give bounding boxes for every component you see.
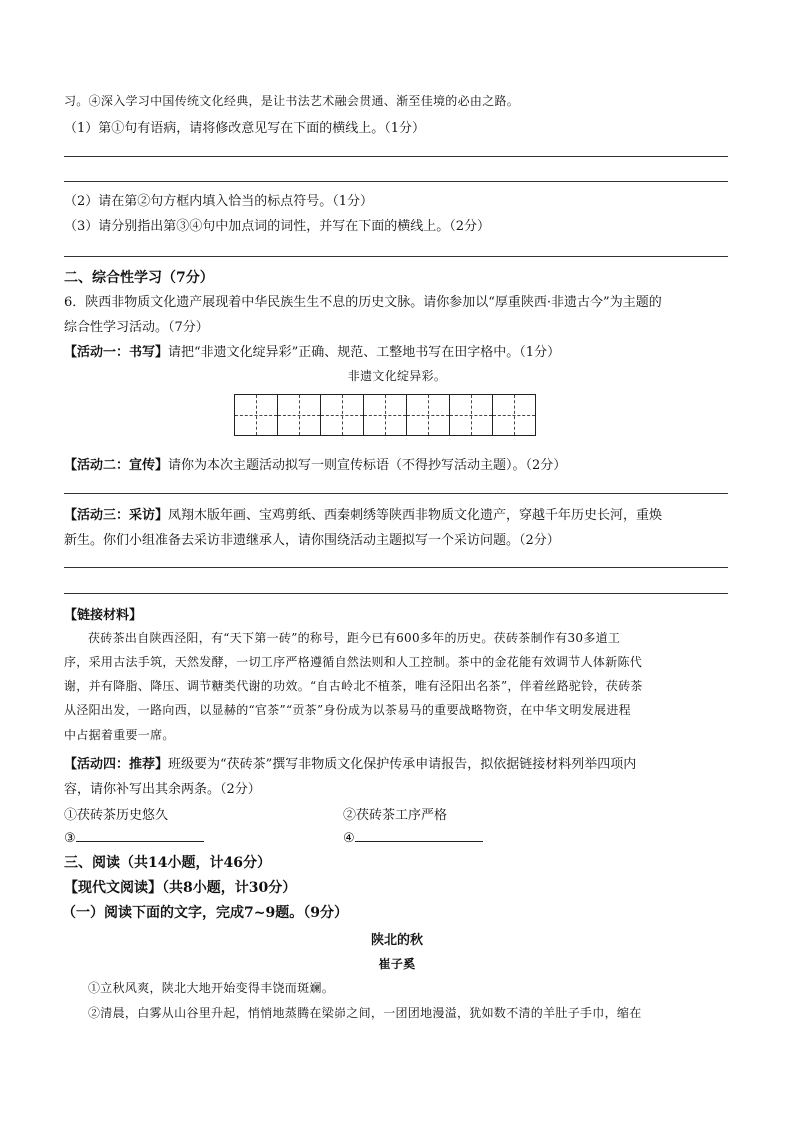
activity-4: [64, 753, 636, 772]
answer-blank[interactable]: [76, 829, 204, 842]
recommend-item-3: [64, 829, 204, 846]
recommend-item-2: ②茯砖茶工序严格: [343, 808, 448, 823]
answer-blank[interactable]: [355, 829, 483, 842]
activity-4-text: 容，请你补写出其余两条。（2分）: [64, 782, 261, 797]
activity-label: 【活动一：书写】: [64, 345, 169, 360]
link-paragraph: 从泾阳出发，一路向西，以显赫的“官茶”“贡茶”身份成为以茶易马的重要战略物资，在中华文明发展进程: [64, 703, 631, 717]
grid-cell[interactable]: [277, 394, 321, 436]
grid-cell[interactable]: [363, 394, 407, 436]
activity-text: 请你为本次主题活动拟写一则宣传标语（不得抄写活动主题）。（2分）: [168, 458, 567, 473]
part-heading: （一）阅读下面的文字，完成7~9题。（9分）: [62, 905, 348, 921]
grid-cell[interactable]: [449, 394, 493, 436]
recommend-item-1: ①茯砖茶历史悠久: [64, 808, 169, 823]
activity-label: 【活动二：宣传】: [64, 458, 169, 473]
link-heading: 【链接材料】: [64, 608, 143, 623]
link-paragraph: 谢，并有降脂、降压、调节糖类代谢的功效。“自古岭北不植茶，唯有泾阳出名茶”，伴着丝路驼铃，茯砖茶: [64, 679, 643, 693]
answer-line[interactable]: [64, 181, 728, 182]
item-number: ④: [343, 831, 355, 846]
question-6-line: 综合性学习活动。（7分）: [64, 320, 209, 335]
activity-1: [64, 341, 560, 360]
answer-line[interactable]: [64, 256, 728, 257]
item-number: ③: [64, 831, 76, 846]
article-paragraph: ①立秋风爽，陕北大地开始变得丰饶而斑斓。: [88, 981, 335, 995]
answer-line[interactable]: [64, 156, 728, 157]
subsection-heading: 【现代文阅读】（共8小题，计30分）: [64, 880, 297, 896]
recommend-item-4: [343, 829, 483, 846]
link-paragraph: 中占据着重要一席。: [64, 728, 175, 742]
activity-2: [64, 454, 566, 473]
activity-text: 请把“非遗文化绽异彩”正确、规范、工整地书写在田字格中。（1分）: [168, 345, 561, 360]
question-5-3: （3）请分别指出第③④句中加点词的词性，并写在下面的横线上。（2分）: [64, 219, 491, 234]
grid-cell[interactable]: [234, 394, 278, 436]
activity-text: 班级要为“茯砖茶”撰写非物质文化保护传承申请报告，拟依据链接材料列举四项内: [168, 757, 637, 772]
section-heading: 二、综合性学习（7分）: [64, 270, 214, 286]
activity-label: 【活动四：推荐】: [64, 757, 169, 772]
grid-cell[interactable]: [492, 394, 536, 436]
activity-3-text: 新生。你们小组准备去采访非遗继承人，请你围绕活动主题拟写一个采访问题。（2分）: [64, 533, 560, 548]
answer-line[interactable]: [64, 567, 728, 568]
link-paragraph: 序，采用古法手筑，天然发酵，一切工序严格遵循自然法则和人工控制。茶中的金花能有效调节人体新陈代: [64, 655, 643, 669]
grid-cell[interactable]: [320, 394, 364, 436]
text-line: 习。④深入学习中国传统文化经典，是让书法艺术融会贯通、渐至佳境的必由之路。: [64, 94, 520, 108]
tianzige-grid[interactable]: [234, 394, 536, 436]
article-paragraph: ②清晨，白雾从山谷里升起，悄悄地蒸腾在梁峁之间，一团团地漫溢，犹如数不清的羊肚子手巾，缩在: [88, 1006, 642, 1020]
question-5-1: （1）第①句有语病，请将修改意见写在下面的横线上。（1分）: [64, 121, 426, 136]
activity-3: [64, 504, 662, 523]
activity-label: 【活动三：采访】: [64, 508, 169, 523]
question-5-2: （2）请在第②句方框内填入恰当的标点符号。（1分）: [64, 194, 374, 209]
article-author: 崔子奚: [378, 957, 416, 971]
grid-cell[interactable]: [406, 394, 450, 436]
section-heading: 三、阅读（共14小题，计46分）: [64, 855, 271, 871]
writing-sample: 非遗文化绽异彩。: [347, 369, 447, 383]
article-title: 陕北的秋: [370, 933, 423, 948]
answer-line[interactable]: [64, 493, 728, 494]
activity-text: 凤翔木版年画、宝鸡剪纸、西秦刺绣等陕西非物质文化遗产，穿越千年历史长河，重焕: [168, 508, 663, 523]
link-paragraph: 茯砖茶出自陕西泾阳，有“天下第一砖”的称号，距今已有600多年的历史。茯砖茶制作有30多道工: [88, 631, 621, 645]
answer-line[interactable]: [64, 593, 728, 594]
question-6-line: 6．陕西非物质文化遗产展现着中华民族生生不息的历史文脉。请你参加以“厚重陕西·非遗古今”为主题的: [64, 295, 662, 310]
